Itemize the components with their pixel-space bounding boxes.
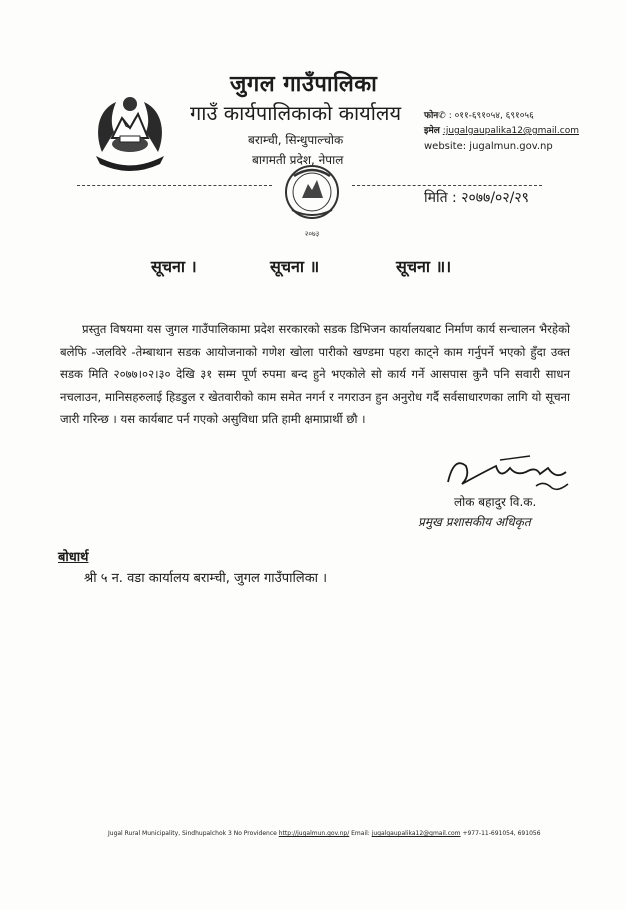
notice-title-1: सूचना । xyxy=(151,257,197,276)
cc-recipient: श्री ५ न. वडा कार्यालय बराम्ची, जुगल गाउँपालिका । xyxy=(84,571,328,586)
address-line-2: बागमती प्रदेश, नेपाल xyxy=(252,153,344,167)
footer xyxy=(108,830,541,837)
footer-email[interactable]: jugalgaupalika12@gmail.com xyxy=(371,830,461,837)
cc-heading: बोधार्थ xyxy=(58,550,89,565)
email-label: इमेल xyxy=(424,126,440,136)
notice-body: प्रस्तुत विषयमा यस जुगल गाउँपालिकामा प्रदेश सरकारको सडक डिभिजन कार्यालयबाट निर्माण कार्य सन्चालन भैरहेको बलेफि -जलविरे -तेम्बाथान सडक आयोजनाको गणेश खोला पारीको खण्डमा पहरा काट्ने काम गर्नुपर्ने भएको हुँदा उक्त सडक मिति २०७७।०२।३० देखि ३१ सम्म पूर्ण रुपमा बन्द हुने भएकोले सो कार्य गर्ने आसपास कुनै पनि सवारी साधन नचलाउन, मानिसहरुलाई हिडडुल र खेतवारीको काम समेत नगर्न र नगराउन हुन अनुरोध गर्दै सर्वसाधारणका लागि यो सूचना जारी गरिन्छ । यस कार्यबाट पर्न गएको असुविधा प्रति हामी क्षमाप्रार्थी छौ । xyxy=(60,322,571,426)
footer-text: Jugal Rural Municipality, Sindhupalchok 3 No Providence xyxy=(108,830,277,837)
phone-value: : ०११-६९१०५४, ६९१०५६ xyxy=(448,111,534,121)
email-row xyxy=(424,124,579,139)
signer-name: लोक बहादुर वि.क. xyxy=(454,495,537,509)
signer-title: प्रमुख प्रशासकीय अधिकृत xyxy=(418,515,531,529)
phone-icon: ✆ xyxy=(438,111,446,121)
svg-text:२०७३: २०७३ xyxy=(304,230,320,238)
footer-phone: +977-11-691054, 691056 xyxy=(462,830,541,837)
footer-website[interactable]: http://jugalmun.gov.np/ xyxy=(278,830,350,837)
email-value: :jugalgaupalika12@gmail.com xyxy=(442,126,580,136)
office-name: गाउँ कार्यपालिकाको कार्यालय xyxy=(190,101,402,125)
letter-date: मिति : २०७७/०२/२९ xyxy=(424,190,529,206)
nepal-emblem-icon xyxy=(90,92,170,174)
website-text: website: jugalmun.gov.np xyxy=(424,141,553,152)
phone-label: फोन xyxy=(424,111,439,121)
notice-title-3: सूचना ॥। xyxy=(396,257,452,276)
address-line-1: बराम्ची, सिन्धुपाल्चोक xyxy=(248,133,344,147)
phone-row xyxy=(424,109,579,124)
municipality-title: जुगल गाउँपालिका xyxy=(230,72,378,97)
header-divider-left xyxy=(77,185,272,186)
notice-title-2: सूचना ॥ xyxy=(270,257,320,276)
header-divider-right xyxy=(352,185,542,186)
footer-email-label: Email: xyxy=(351,830,370,837)
office-stamp-icon xyxy=(270,162,354,240)
contact-block xyxy=(424,109,579,154)
